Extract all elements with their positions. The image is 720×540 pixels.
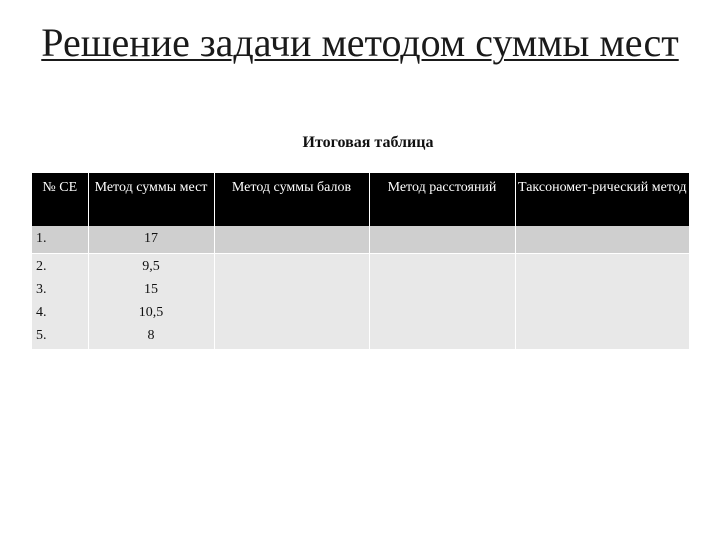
header-taxonomic-method: Таксономет-рический метод	[515, 173, 689, 226]
header-distance-method: Метод расстояний	[369, 173, 515, 226]
sum-of-places-value: 8	[147, 328, 155, 343]
distance-cell	[369, 226, 515, 253]
table-row	[32, 253, 689, 349]
header-se-number: № СЕ	[32, 173, 88, 226]
taxonomic-cell	[515, 253, 689, 349]
sum-of-places-value: 10,5	[138, 305, 164, 320]
row-number: 4.	[36, 305, 47, 320]
header-sum-of-scores: Метод суммы балов	[214, 173, 369, 226]
results-table	[32, 173, 689, 350]
header-sum-of-places: Метод суммы мест	[88, 173, 214, 226]
sum-of-scores-cell	[214, 226, 369, 253]
sum-of-places-value: 9,5	[142, 259, 160, 274]
table-caption: Итоговая таблица	[302, 134, 434, 151]
header-row	[32, 173, 689, 226]
slide-title: Решение задачи методом суммы мест	[41, 20, 679, 65]
row-number: 5.	[36, 328, 47, 343]
sum-of-places-value: 15	[144, 282, 158, 297]
table-row	[32, 226, 689, 253]
row-numbers	[32, 253, 88, 349]
sum-of-places-value: 17	[88, 226, 214, 253]
sum-of-places-values	[88, 253, 214, 349]
sum-of-scores-cell	[214, 253, 369, 349]
distance-cell	[369, 253, 515, 349]
taxonomic-cell	[515, 226, 689, 253]
row-number: 2.	[36, 259, 47, 274]
row-number: 3.	[36, 282, 47, 297]
row-number: 1.	[32, 226, 88, 253]
